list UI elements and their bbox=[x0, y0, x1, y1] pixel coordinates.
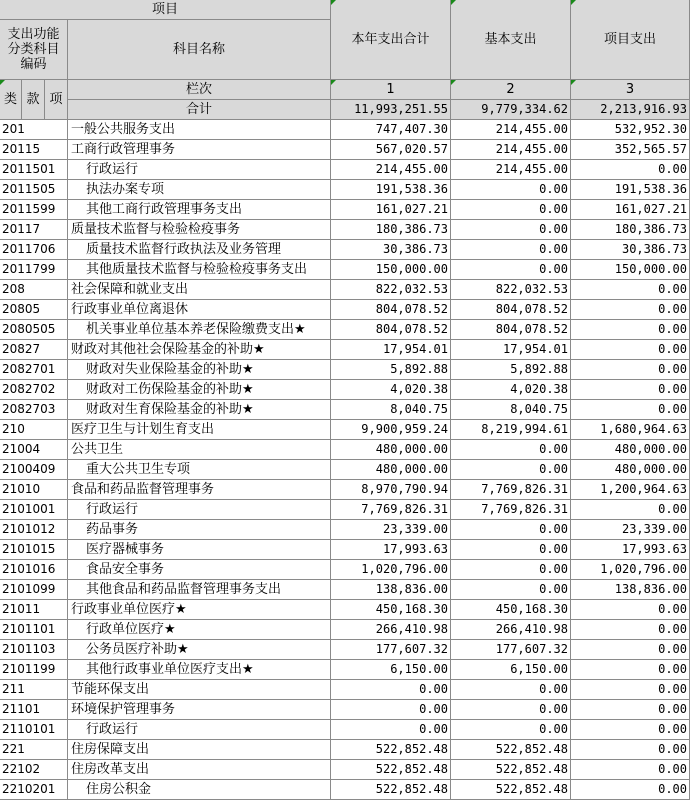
row-code: 21010 bbox=[0, 480, 68, 500]
header-project-label: 项目 bbox=[151, 2, 178, 17]
total-project: 2,213,916.93 bbox=[600, 102, 687, 116]
row-total: 5,892.88 bbox=[331, 360, 451, 380]
row-name: 财政对失业保险基金的补助★ bbox=[68, 360, 331, 380]
row-basic: 5,892.88 bbox=[451, 360, 571, 380]
row-total: 804,078.52 bbox=[331, 300, 451, 320]
row-code: 21011 bbox=[0, 600, 68, 620]
row-code: 20805 bbox=[0, 300, 68, 320]
row-basic: 804,078.52 bbox=[451, 320, 571, 340]
row-basic: 822,032.53 bbox=[451, 280, 571, 300]
row-total: 0.00 bbox=[331, 720, 451, 740]
row-name: 质量技术监督与检验检疫事务 bbox=[68, 220, 331, 240]
header-idx-3 bbox=[571, 80, 690, 100]
table-row bbox=[0, 380, 690, 400]
row-project: 161,027.21 bbox=[571, 200, 690, 220]
row-total: 17,954.01 bbox=[331, 340, 451, 360]
row-basic: 17,954.01 bbox=[451, 340, 571, 360]
row-total: 161,027.21 bbox=[331, 200, 451, 220]
row-code: 22102 bbox=[0, 760, 68, 780]
header-idx-3-label: 3 bbox=[625, 82, 635, 97]
row-code: 20827 bbox=[0, 340, 68, 360]
table-row bbox=[0, 120, 690, 140]
row-name: 执法办案专项 bbox=[68, 180, 331, 200]
row-name: 机关事业单位基本养老保险缴费支出★ bbox=[68, 320, 331, 340]
row-name: 环境保护管理事务 bbox=[68, 700, 331, 720]
row-basic: 7,769,826.31 bbox=[451, 480, 571, 500]
row-name: 重大公共卫生专项 bbox=[68, 460, 331, 480]
row-name: 行政单位医疗★ bbox=[68, 620, 331, 640]
row-code: 2101199 bbox=[0, 660, 68, 680]
row-basic: 522,852.48 bbox=[451, 760, 571, 780]
header-idx-1 bbox=[331, 80, 451, 100]
table-row bbox=[0, 160, 690, 180]
row-basic: 0.00 bbox=[451, 180, 571, 200]
row-total: 8,970,790.94 bbox=[331, 480, 451, 500]
row-name: 住房保障支出 bbox=[68, 740, 331, 760]
header-lanci bbox=[68, 80, 331, 100]
row-basic: 0.00 bbox=[451, 580, 571, 600]
row-code: 2100409 bbox=[0, 460, 68, 480]
table-row bbox=[0, 480, 690, 500]
row-project: 0.00 bbox=[571, 500, 690, 520]
header-kuan-label: 款 bbox=[26, 92, 40, 107]
row-project: 480,000.00 bbox=[571, 460, 690, 480]
header-lei bbox=[0, 80, 22, 120]
row-total: 522,852.48 bbox=[331, 740, 451, 760]
row-code: 2110101 bbox=[0, 720, 68, 740]
row-name: 行政运行 bbox=[68, 160, 331, 180]
table-row bbox=[0, 580, 690, 600]
row-basic: 0.00 bbox=[451, 460, 571, 480]
table-row bbox=[0, 680, 690, 700]
header-col-project bbox=[571, 0, 690, 80]
row-basic: 0.00 bbox=[451, 700, 571, 720]
row-project: 0.00 bbox=[571, 780, 690, 800]
row-project: 150,000.00 bbox=[571, 260, 690, 280]
table-row bbox=[0, 260, 690, 280]
row-code: 20117 bbox=[0, 220, 68, 240]
row-basic: 522,852.48 bbox=[451, 740, 571, 760]
row-project: 0.00 bbox=[571, 400, 690, 420]
row-basic: 7,769,826.31 bbox=[451, 500, 571, 520]
row-name: 财政对生育保险基金的补助★ bbox=[68, 400, 331, 420]
row-name: 医疗器械事务 bbox=[68, 540, 331, 560]
table-row bbox=[0, 220, 690, 240]
row-code: 201 bbox=[0, 120, 68, 140]
row-total: 522,852.48 bbox=[331, 780, 451, 800]
row-total: 138,836.00 bbox=[331, 580, 451, 600]
header-col-basic bbox=[451, 0, 571, 80]
header-subject-name-label: 科目名称 bbox=[172, 42, 225, 57]
header-idx-2 bbox=[451, 80, 571, 100]
table-row bbox=[0, 140, 690, 160]
row-project: 0.00 bbox=[571, 600, 690, 620]
row-basic: 0.00 bbox=[451, 260, 571, 280]
header-idx-1-label: 1 bbox=[386, 82, 395, 97]
header-col-total bbox=[331, 0, 451, 80]
row-code: 2101016 bbox=[0, 560, 68, 580]
row-basic: 266,410.98 bbox=[451, 620, 571, 640]
row-total: 266,410.98 bbox=[331, 620, 451, 640]
row-basic: 0.00 bbox=[451, 680, 571, 700]
header-func-code bbox=[0, 20, 68, 80]
table-row bbox=[0, 560, 690, 580]
row-name: 行政运行 bbox=[68, 720, 331, 740]
header-lei-label: 类 bbox=[3, 92, 17, 107]
row-total: 150,000.00 bbox=[331, 260, 451, 280]
row-basic: 0.00 bbox=[451, 720, 571, 740]
row-total: 480,000.00 bbox=[331, 460, 451, 480]
row-code: 21101 bbox=[0, 700, 68, 720]
table-row bbox=[0, 180, 690, 200]
row-basic: 0.00 bbox=[451, 240, 571, 260]
header-subject-name bbox=[68, 20, 331, 80]
row-project: 0.00 bbox=[571, 340, 690, 360]
row-code: 2011799 bbox=[0, 260, 68, 280]
table-row bbox=[0, 520, 690, 540]
row-name: 其他工商行政管理事务支出 bbox=[68, 200, 331, 220]
row-code: 211 bbox=[0, 680, 68, 700]
total-sum-cell bbox=[331, 100, 451, 120]
row-basic: 8,040.75 bbox=[451, 400, 571, 420]
row-total: 4,020.38 bbox=[331, 380, 451, 400]
row-project: 30,386.73 bbox=[571, 240, 690, 260]
header-col-total-label: 本年支出合计 bbox=[351, 32, 430, 47]
header-col-project-label: 项目支出 bbox=[603, 32, 656, 47]
row-code: 2082702 bbox=[0, 380, 68, 400]
row-name: 行政事业单位医疗★ bbox=[68, 600, 331, 620]
row-name: 公务员医疗补助★ bbox=[68, 640, 331, 660]
row-project: 1,680,964.63 bbox=[571, 420, 690, 440]
row-total: 0.00 bbox=[331, 680, 451, 700]
row-project: 191,538.36 bbox=[571, 180, 690, 200]
total-basic: 9,779,334.62 bbox=[481, 102, 568, 116]
header-project-group bbox=[0, 0, 331, 20]
row-total: 567,020.57 bbox=[331, 140, 451, 160]
row-basic: 450,168.30 bbox=[451, 600, 571, 620]
row-basic: 214,455.00 bbox=[451, 160, 571, 180]
table-row bbox=[0, 360, 690, 380]
row-total: 214,455.00 bbox=[331, 160, 451, 180]
row-total: 1,020,796.00 bbox=[331, 560, 451, 580]
row-name: 其他行政事业单位医疗支出★ bbox=[68, 660, 331, 680]
table-row bbox=[0, 240, 690, 260]
row-code: 21004 bbox=[0, 440, 68, 460]
row-code: 2101001 bbox=[0, 500, 68, 520]
row-name: 食品安全事务 bbox=[68, 560, 331, 580]
header-xiang bbox=[45, 80, 68, 120]
total-label: 合计 bbox=[185, 102, 212, 117]
row-basic: 0.00 bbox=[451, 440, 571, 460]
row-code: 2011599 bbox=[0, 200, 68, 220]
row-basic: 6,150.00 bbox=[451, 660, 571, 680]
row-code: 2101101 bbox=[0, 620, 68, 640]
table-row bbox=[0, 660, 690, 680]
row-name: 其他食品和药品监督管理事务支出 bbox=[68, 580, 331, 600]
total-label-cell bbox=[68, 100, 331, 120]
header-lanci-label: 栏次 bbox=[185, 82, 212, 97]
row-basic: 0.00 bbox=[451, 220, 571, 240]
table-row bbox=[0, 420, 690, 440]
row-basic: 804,078.52 bbox=[451, 300, 571, 320]
table-row bbox=[0, 340, 690, 360]
table-row bbox=[0, 540, 690, 560]
row-total: 480,000.00 bbox=[331, 440, 451, 460]
total-sum: 11,993,251.55 bbox=[354, 102, 448, 116]
row-name: 工商行政管理事务 bbox=[68, 140, 331, 160]
row-project: 23,339.00 bbox=[571, 520, 690, 540]
row-total: 9,900,959.24 bbox=[331, 420, 451, 440]
table-row bbox=[0, 400, 690, 420]
row-total: 8,040.75 bbox=[331, 400, 451, 420]
row-project: 0.00 bbox=[571, 360, 690, 380]
row-name: 医疗卫生与计划生育支出 bbox=[68, 420, 331, 440]
row-project: 0.00 bbox=[571, 320, 690, 340]
row-code: 2082701 bbox=[0, 360, 68, 380]
row-total: 747,407.30 bbox=[331, 120, 451, 140]
row-total: 30,386.73 bbox=[331, 240, 451, 260]
table-row bbox=[0, 500, 690, 520]
row-code: 2101103 bbox=[0, 640, 68, 660]
row-name: 行政事业单位离退休 bbox=[68, 300, 331, 320]
table-row bbox=[0, 700, 690, 720]
row-project: 180,386.73 bbox=[571, 220, 690, 240]
row-basic: 0.00 bbox=[451, 540, 571, 560]
row-code: 221 bbox=[0, 740, 68, 760]
row-project: 0.00 bbox=[571, 160, 690, 180]
row-total: 177,607.32 bbox=[331, 640, 451, 660]
table-row bbox=[0, 720, 690, 740]
row-project: 0.00 bbox=[571, 740, 690, 760]
row-basic: 214,455.00 bbox=[451, 140, 571, 160]
header-col-basic-label: 基本支出 bbox=[484, 32, 537, 47]
row-project: 0.00 bbox=[571, 280, 690, 300]
row-code: 2101012 bbox=[0, 520, 68, 540]
row-basic: 177,607.32 bbox=[451, 640, 571, 660]
row-name: 公共卫生 bbox=[68, 440, 331, 460]
row-code: 2210201 bbox=[0, 780, 68, 800]
row-name: 行政运行 bbox=[68, 500, 331, 520]
table-row bbox=[0, 440, 690, 460]
row-project: 17,993.63 bbox=[571, 540, 690, 560]
row-total: 804,078.52 bbox=[331, 320, 451, 340]
total-basic-cell bbox=[451, 100, 571, 120]
row-code: 208 bbox=[0, 280, 68, 300]
table-row bbox=[0, 320, 690, 340]
row-name: 食品和药品监督管理事务 bbox=[68, 480, 331, 500]
table-row bbox=[0, 460, 690, 480]
row-project: 0.00 bbox=[571, 300, 690, 320]
row-name: 其他质量技术监督与检验检疫事务支出 bbox=[68, 260, 331, 280]
row-total: 7,769,826.31 bbox=[331, 500, 451, 520]
row-total: 6,150.00 bbox=[331, 660, 451, 680]
row-code: 2080505 bbox=[0, 320, 68, 340]
header-xiang-label: 项 bbox=[49, 92, 63, 107]
row-name: 财政对其他社会保险基金的补助★ bbox=[68, 340, 331, 360]
row-basic: 0.00 bbox=[451, 560, 571, 580]
row-code: 2011706 bbox=[0, 240, 68, 260]
row-name: 节能环保支出 bbox=[68, 680, 331, 700]
row-project: 352,565.57 bbox=[571, 140, 690, 160]
row-name: 住房公积金 bbox=[68, 780, 331, 800]
row-project: 0.00 bbox=[571, 700, 690, 720]
row-code: 2011501 bbox=[0, 160, 68, 180]
row-total: 180,386.73 bbox=[331, 220, 451, 240]
table-row bbox=[0, 620, 690, 640]
row-basic: 0.00 bbox=[451, 520, 571, 540]
row-name: 一般公共服务支出 bbox=[68, 120, 331, 140]
row-basic: 4,020.38 bbox=[451, 380, 571, 400]
table-row bbox=[0, 780, 690, 800]
table-row bbox=[0, 600, 690, 620]
row-basic: 522,852.48 bbox=[451, 780, 571, 800]
row-total: 450,168.30 bbox=[331, 600, 451, 620]
table-row bbox=[0, 300, 690, 320]
row-total: 17,993.63 bbox=[331, 540, 451, 560]
row-name: 药品事务 bbox=[68, 520, 331, 540]
row-project: 0.00 bbox=[571, 720, 690, 740]
table-row bbox=[0, 640, 690, 660]
table-row bbox=[0, 740, 690, 760]
row-basic: 0.00 bbox=[451, 200, 571, 220]
row-project: 1,020,796.00 bbox=[571, 560, 690, 580]
table-row bbox=[0, 200, 690, 220]
row-total: 23,339.00 bbox=[331, 520, 451, 540]
row-project: 0.00 bbox=[571, 380, 690, 400]
row-total: 522,852.48 bbox=[331, 760, 451, 780]
row-code: 20115 bbox=[0, 140, 68, 160]
row-project: 1,200,964.63 bbox=[571, 480, 690, 500]
header-idx-2-label: 2 bbox=[506, 82, 515, 97]
row-project: 480,000.00 bbox=[571, 440, 690, 460]
row-project: 0.00 bbox=[571, 660, 690, 680]
row-total: 0.00 bbox=[331, 700, 451, 720]
row-name: 社会保障和就业支出 bbox=[68, 280, 331, 300]
row-project: 138,836.00 bbox=[571, 580, 690, 600]
row-project: 0.00 bbox=[571, 760, 690, 780]
header-kuan bbox=[22, 80, 45, 120]
table-row bbox=[0, 760, 690, 780]
row-total: 191,538.36 bbox=[331, 180, 451, 200]
row-code: 2101099 bbox=[0, 580, 68, 600]
row-project: 0.00 bbox=[571, 620, 690, 640]
row-name: 质量技术监督行政执法及业务管理 bbox=[68, 240, 331, 260]
row-code: 2101015 bbox=[0, 540, 68, 560]
row-total: 822,032.53 bbox=[331, 280, 451, 300]
row-code: 2082703 bbox=[0, 400, 68, 420]
total-project-cell bbox=[571, 100, 690, 120]
row-project: 0.00 bbox=[571, 640, 690, 660]
row-project: 0.00 bbox=[571, 680, 690, 700]
table-row bbox=[0, 280, 690, 300]
row-code: 210 bbox=[0, 420, 68, 440]
row-name: 住房改革支出 bbox=[68, 760, 331, 780]
row-name: 财政对工伤保险基金的补助★ bbox=[68, 380, 331, 400]
row-code: 2011505 bbox=[0, 180, 68, 200]
row-basic: 8,219,994.61 bbox=[451, 420, 571, 440]
row-project: 532,952.30 bbox=[571, 120, 690, 140]
header-func-code-label: 支出功能分类科目编码 bbox=[7, 27, 60, 72]
row-basic: 214,455.00 bbox=[451, 120, 571, 140]
